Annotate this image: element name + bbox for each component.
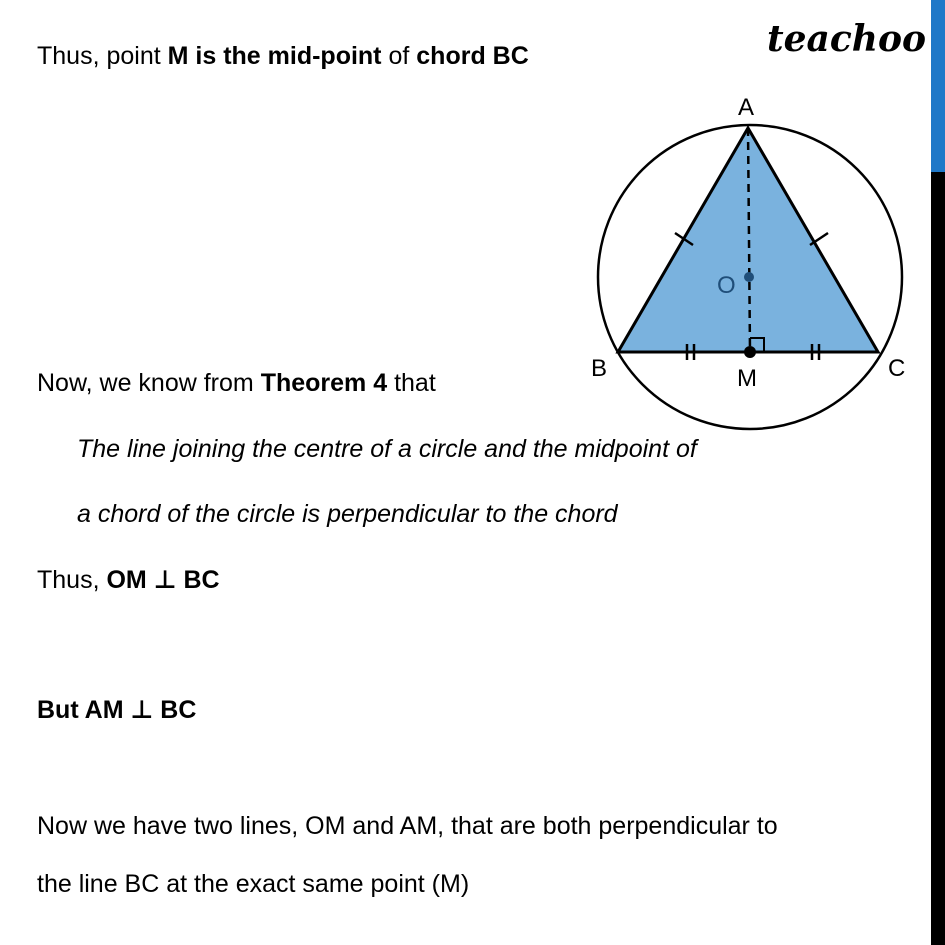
bold-segment: OM ⊥ BC <box>106 566 220 594</box>
circle-triangle-figure <box>580 85 920 435</box>
text-line-two-lines: Now we have two lines, OM and AM, that are both perpendicular to <box>37 812 778 840</box>
label-o: O <box>717 272 736 299</box>
label-b: B <box>591 355 608 382</box>
label-c: C <box>888 355 906 382</box>
text-segment: of <box>381 42 417 70</box>
text-segment: Thus, <box>37 566 107 594</box>
text-line-mid-point <box>37 41 529 71</box>
text-segment: Now, we know from <box>37 369 261 397</box>
label-a: A <box>738 94 755 121</box>
theorem-statement-line-1: The line joining the centre of a circle and the midpoint of <box>77 435 697 463</box>
theorem-statement-line-2: a chord of the circle is perpendicular to the chord <box>77 500 618 528</box>
point-o <box>744 272 754 282</box>
sidebar-accent-top <box>931 0 945 172</box>
bold-segment: Theorem 4 <box>260 369 388 397</box>
text-line-theorem-ref <box>37 368 436 398</box>
text-segment: Thus, point <box>37 42 168 70</box>
text-line-same-point: the line BC at the exact same point (M) <box>37 870 470 898</box>
teachoo-logo: teachoo <box>767 18 926 60</box>
text-line-am-perp <box>37 695 196 725</box>
bold-segment: M is the mid-point <box>167 42 382 70</box>
point-m <box>744 346 756 358</box>
text-line-om-perp <box>37 565 220 595</box>
bold-segment: But AM ⊥ BC <box>37 696 197 724</box>
label-m: M <box>737 365 757 392</box>
bold-segment: chord BC <box>416 42 529 70</box>
text-segment: that <box>387 369 436 397</box>
